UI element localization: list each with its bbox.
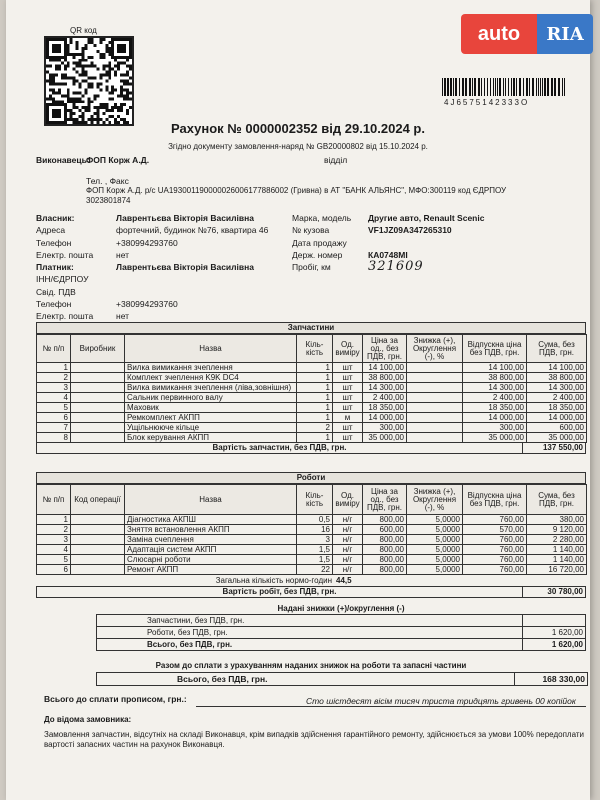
parts-cell: 1 [297, 363, 333, 373]
table-row [37, 413, 587, 423]
parts-cell: 2 [297, 423, 333, 433]
payer-name: Лаврентьєва Вікторія Василівна [116, 262, 255, 273]
works-cell: 800,00 [363, 555, 407, 565]
parts-cell: 14 000,00 [527, 413, 587, 423]
works-header-5: Ціна за од., без ПДВ, грн. [363, 485, 407, 515]
parts-cell: 35 000,00 [527, 433, 587, 443]
works-cell: н/г [333, 515, 363, 525]
parts-cell: Ремкомплект АКПП [125, 413, 297, 423]
works-cell: 3 [297, 535, 333, 545]
parts-cell: 600,00 [527, 423, 587, 433]
parts-cell: 1 [297, 393, 333, 403]
grand-total: 168 330,00 [514, 673, 587, 685]
barcode [442, 78, 568, 96]
parts-cell: 2 400,00 [363, 393, 407, 403]
works-table [36, 484, 587, 575]
parts-cell: м [333, 413, 363, 423]
parts-cell: 38 800,00 [527, 373, 587, 383]
works-cell: Зняття встановлення АКПП [125, 525, 297, 535]
parts-cell: 8 [37, 433, 71, 443]
table-row [37, 565, 587, 575]
parts-cell: 2 400,00 [463, 393, 527, 403]
works-cell: 5 [37, 555, 71, 565]
parts-cell: Вилка вимикання зчеплення (лiва,зовнiшня) [125, 383, 297, 393]
parts-cell [71, 413, 125, 423]
works-header-3: Кіль-кість [297, 485, 333, 515]
parts-cell [407, 413, 463, 423]
works-cell: 760,00 [463, 545, 527, 555]
works-header-7: Відпускна ціна без ПДВ, грн. [463, 485, 527, 515]
parts-cell: 1 [297, 433, 333, 443]
works-cell: 2 280,00 [527, 535, 587, 545]
works-cell: н/г [333, 535, 363, 545]
parts-cell [407, 423, 463, 433]
parts-cell: 14 000,00 [363, 413, 407, 423]
invoice-subtitle: Згідно документу замовлення-наряд № GB20000802 від 15.10.2024 р. [168, 142, 428, 151]
parts-total: 137 550,00 [522, 443, 585, 453]
table-row [37, 423, 587, 433]
table-row [37, 515, 587, 525]
parts-cell: 38 800,00 [463, 373, 527, 383]
parts-cell: 300,00 [363, 423, 407, 433]
works-cell: н/г [333, 525, 363, 535]
works-cell [71, 535, 125, 545]
parts-cell: шт [333, 433, 363, 443]
parts-cell: шт [333, 383, 363, 393]
parts-cell [407, 393, 463, 403]
client-values [116, 212, 268, 323]
works-cell: 800,00 [363, 545, 407, 555]
parts-cell: 14 100,00 [363, 363, 407, 373]
table-row [37, 535, 587, 545]
parts-cell: 300,00 [463, 423, 527, 433]
hours-value: 44,5 [336, 576, 352, 585]
works-cell: н/г [333, 565, 363, 575]
works-cell [71, 515, 125, 525]
parts-cell: 1 [297, 383, 333, 393]
works-cell: 22 [297, 565, 333, 575]
works-cell [71, 565, 125, 575]
parts-cell: 2 [37, 373, 71, 383]
discount-works: 1 620,00 [522, 627, 585, 638]
works-cell: Ремонт АКПП [125, 565, 297, 575]
parts-cell: 14 000,00 [463, 413, 527, 423]
parts-cell: 18 350,00 [463, 403, 527, 413]
works-cell: 16 [297, 525, 333, 535]
table-row [37, 363, 587, 373]
parts-cell [407, 383, 463, 393]
parts-header-5: Ціна за од., без ПДВ, грн. [363, 335, 407, 363]
parts-cell: 38 800,00 [363, 373, 407, 383]
parts-cell: 6 [37, 413, 71, 423]
parts-header-7: Відпускна ціна без ПДВ, грн. [463, 335, 527, 363]
works-section-title: Роботи [36, 472, 586, 484]
parts-cell [71, 363, 125, 373]
qr-label: QR код [70, 26, 97, 35]
parts-header-3: Кіль-кість [297, 335, 333, 363]
parts-cell: Ущільнююче кільце [125, 423, 297, 433]
works-cell: 800,00 [363, 515, 407, 525]
parts-cell: шт [333, 403, 363, 413]
works-cell: 800,00 [363, 535, 407, 545]
vehicle-labels: Марка, модель № кузова Дата продажу Держ. номер Пробіг, км [292, 213, 352, 273]
works-cell: 5,0000 [407, 555, 463, 565]
parts-header-6: Знижка (+), Округлення (-), % [407, 335, 463, 363]
works-cell: Слюсарні роботи [125, 555, 297, 565]
owner-email: нет [116, 249, 130, 260]
works-cell: 6 [37, 565, 71, 575]
works-cell: 760,00 [463, 535, 527, 545]
parts-cell: 1 [297, 413, 333, 423]
parts-cell [71, 423, 125, 433]
parts-header-1: Виробник [71, 335, 125, 363]
parts-header-2: Назва [125, 335, 297, 363]
works-header-0: № п/п [37, 485, 71, 515]
parts-cell [71, 403, 125, 413]
payer-phone: +380994293760 [116, 299, 178, 310]
parts-table [36, 334, 587, 443]
table-row [37, 545, 587, 555]
notice-heading: До відома замовника: [44, 715, 132, 724]
payer-email: нет [116, 311, 130, 322]
parts-cell: 7 [37, 423, 71, 433]
barcode-text: 4J6575142333O [444, 98, 530, 107]
table-row [37, 373, 587, 383]
parts-cell: 1 [297, 403, 333, 413]
works-cell: 5,0000 [407, 545, 463, 555]
works-cell: н/г [333, 545, 363, 555]
executor-branch: відділ [324, 155, 348, 165]
executor-code: 3023801874 [86, 196, 131, 205]
parts-section-title: Запчастини [36, 322, 586, 334]
hours-row: Загальна кількість нормо-годин 44,5 [36, 575, 586, 586]
parts-cell [407, 373, 463, 383]
parts-cell: 18 350,00 [363, 403, 407, 413]
works-cell: 9 120,00 [527, 525, 587, 535]
executor-label: Виконавець: [36, 155, 90, 165]
works-cell: Заміна счеплення [125, 535, 297, 545]
works-cell: 3 [37, 535, 71, 545]
works-cell: 1,5 [297, 555, 333, 565]
works-cell: 5,0000 [407, 565, 463, 575]
parts-cell: шт [333, 363, 363, 373]
executor-bank: ФОП Корж А.Д. р/с UA193001190000026006177886002 (Гривна) в АТ "БАНК АЛЬЯНС", МФО:300119 код ЄДРПОУ [86, 186, 507, 195]
works-header-2: Назва [125, 485, 297, 515]
parts-cell: 5 [37, 403, 71, 413]
parts-cell: 4 [37, 393, 71, 403]
parts-cell: Сальник первинного валу [125, 393, 297, 403]
vehicle-vin: VF1JZ09A347265310 [368, 225, 452, 236]
works-cell: 16 720,00 [527, 565, 587, 575]
vehicle-mileage: 321609 [368, 259, 424, 274]
vehicle-model: Другие авто, Renault Scenic [368, 213, 485, 223]
works-cell: 380,00 [527, 515, 587, 525]
words-label: Всього до сплати прописом, грн.: [44, 694, 187, 704]
vehicle-values [368, 212, 484, 261]
works-cell: 760,00 [463, 515, 527, 525]
parts-cell: шт [333, 423, 363, 433]
parts-cell: 1 [297, 373, 333, 383]
parts-cell: 14 100,00 [527, 363, 587, 373]
table-row [37, 555, 587, 565]
works-cell: Діагностика АКПШ [125, 515, 297, 525]
table-row [37, 383, 587, 393]
owner-address: фортечний, будинок №76, квартира 46 [116, 225, 269, 236]
works-cell: 4 [37, 545, 71, 555]
works-header-8: Сума, без ПДВ, грн. [527, 485, 587, 515]
parts-header-4: Од. виміру [333, 335, 363, 363]
works-cell: 1 140,00 [527, 545, 587, 555]
parts-cell: 14 300,00 [527, 383, 587, 393]
parts-cell: 35 000,00 [463, 433, 527, 443]
works-cell: 800,00 [363, 565, 407, 575]
parts-cell [407, 433, 463, 443]
logo-ria: RIA [537, 14, 593, 54]
works-cell: 5,0000 [407, 515, 463, 525]
works-cell: 760,00 [463, 555, 527, 565]
qr-code [44, 36, 134, 126]
works-cell [71, 545, 125, 555]
works-cell: 1,5 [297, 545, 333, 555]
works-cell [71, 525, 125, 535]
owner-phone: +380994293760 [116, 237, 178, 248]
invoice-paper [6, 0, 590, 800]
parts-cell: Маховик [125, 403, 297, 413]
parts-cell: 18 350,00 [527, 403, 587, 413]
vehicle-plate: КА0748МІ [368, 249, 408, 260]
works-cell: 2 [37, 525, 71, 535]
works-header-4: Од. виміру [333, 485, 363, 515]
table-row [37, 525, 587, 535]
parts-cell: Блок керування АКПП [125, 433, 297, 443]
table-row [37, 393, 587, 403]
works-cell: 1 140,00 [527, 555, 587, 565]
table-row [37, 433, 587, 443]
owner-name: Лаврентьєва Вікторія Василівна [116, 213, 255, 223]
works-header-6: Знижка (+), Округлення (-), % [407, 485, 463, 515]
parts-cell: шт [333, 373, 363, 383]
parts-cell [71, 373, 125, 383]
parts-cell: 1 [37, 363, 71, 373]
grand-total-row: Всього, без ПДВ, грн. 168 330,00 [96, 672, 588, 686]
works-cell: н/г [333, 555, 363, 565]
discounts-section: Надані знижки (+)/округлення (-) Запчастини, без ПДВ, грн. Роботи, без ПДВ, грн. 1 620,00 Всього, без ПДВ, грн. 1 620,00 [96, 604, 586, 651]
parts-cell: Комплект зчеплення K9K DC4 [125, 373, 297, 383]
parts-header-0: № п/п [37, 335, 71, 363]
discount-all: 1 620,00 [522, 639, 585, 650]
parts-cell: 2 400,00 [527, 393, 587, 403]
works-cell: 1 [37, 515, 71, 525]
parts-cell: Вилка вимикання зчеплення [125, 363, 297, 373]
parts-cell: 14 300,00 [363, 383, 407, 393]
notice-text-1: Замовлення запчастин, відсутніх на складі Виконавця, крім випадків здійснення гарантійного ремонту, здійснюється за умови 100% передоплати [44, 730, 584, 739]
works-cell [71, 555, 125, 565]
logo-auto: auto [461, 14, 537, 54]
parts-cell [407, 363, 463, 373]
works-total-row: Вартість робіт, без ПДВ, грн. 30 780,00 [36, 586, 586, 598]
works-cell: 570,00 [463, 525, 527, 535]
works-cell: 600,00 [363, 525, 407, 535]
parts-cell [71, 433, 125, 443]
invoice-title: Рахунок № 0000002352 від 29.10.2024 р. [171, 121, 425, 136]
works-header-1: Код операції [71, 485, 125, 515]
works-cell: 0,5 [297, 515, 333, 525]
works-cell: 5,0000 [407, 525, 463, 535]
notice-text-2: вартості запасних частин на рахунок Виконавця. [44, 740, 225, 749]
discount-parts [522, 615, 585, 626]
parts-header-8: Сума, без ПДВ, грн. [527, 335, 587, 363]
discounts-title: Надані знижки (+)/округлення (-) [277, 604, 405, 613]
executor-name: ФОП Корж А.Д. [86, 155, 150, 165]
autoria-logo[interactable] [461, 14, 593, 54]
works-cell: 760,00 [463, 565, 527, 575]
client-labels: Власник: Адреса Телефон Електр. пошта Платник: ІНН/ЄДРПОУ Свід. ПДВ Телефон Електр. пошта [36, 213, 94, 322]
amount-words: Сто шістдесят вісім тисяч триста тридцять гривень 00 копійок [306, 696, 576, 706]
works-total: 30 780,00 [522, 587, 585, 597]
words-line [196, 706, 586, 707]
parts-cell: 35 000,00 [363, 433, 407, 443]
parts-cell [71, 393, 125, 403]
parts-cell [407, 403, 463, 413]
parts-section [36, 322, 586, 454]
table-row [37, 403, 587, 413]
parts-cell: 14 300,00 [463, 383, 527, 393]
works-cell: 5,0000 [407, 535, 463, 545]
parts-cell: 14 100,00 [463, 363, 527, 373]
parts-cell [71, 383, 125, 393]
executor-phone: Тел. , Факс [86, 176, 129, 186]
parts-cell: 3 [37, 383, 71, 393]
works-section [36, 472, 586, 598]
parts-total-row: Вартість запчастин, без ПДВ, грн. 137 550,00 [36, 443, 586, 454]
grand-heading: Разом до сплати з урахуванням наданих знижок на роботи та запасні частини [155, 661, 467, 670]
works-cell: Адаптація систем АКПП [125, 545, 297, 555]
parts-cell: шт [333, 393, 363, 403]
